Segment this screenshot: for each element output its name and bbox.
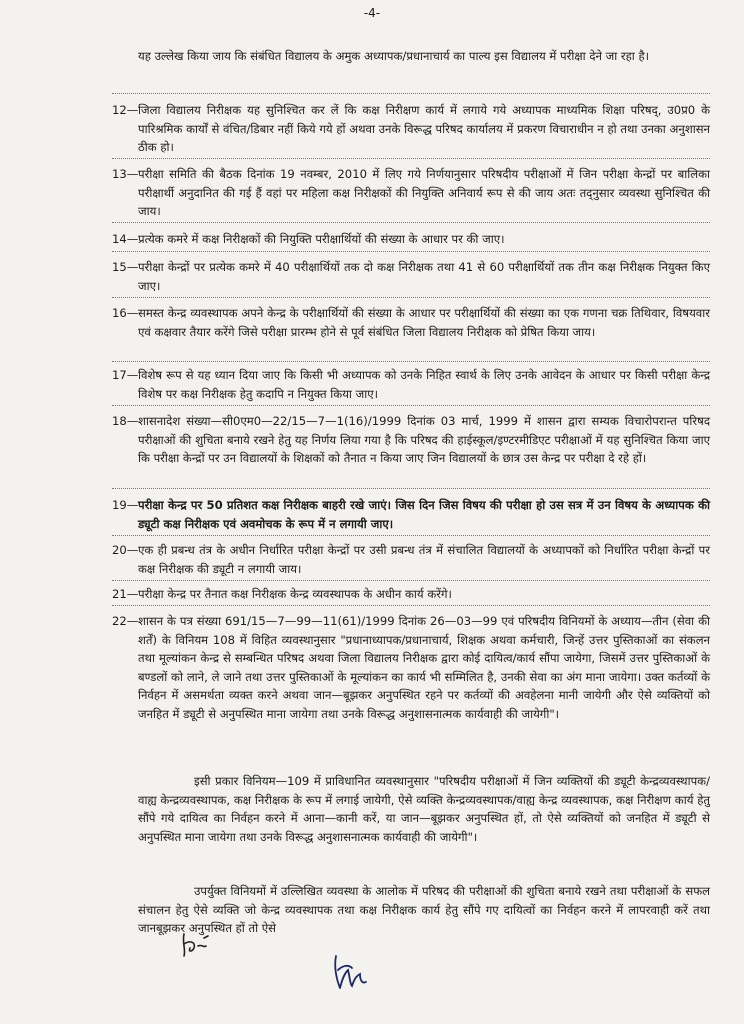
regulation-109-paragraph: इसी प्रकार विनियम—109 में प्राविधानित व्यवस्थानुसार "परिषदीय परीक्षाओं में जिन व्यक्तियों की ड्यूटी केन्द्रव्यवस्थापक/वाह्य केन्द्रव्यवस्थापक, कक्ष निरीक्षक के रूप में लगाई जायेगी, ऐसे व्यक्ति केन्द्रव्यवस्थापक/वाह्य केन्द्र व्यवस्थापक, कक्ष निरीक्षण कार्य हेतु सौंपे गये दायित्व का निर्वहन करने में आना—कानी करें, या जान—बूझकर अनुपस्थित हों, तो ऐसे व्यक्तियों को जनहित में ड्यूटी से अनुपस्थित माना जायेगा तथा उनके विरूद्ध अनुशासनात्मक कार्यवाही की जायेगी"। (138, 774, 710, 844)
signature-mark (326, 950, 376, 994)
item-number: 20— (112, 543, 139, 557)
item-text: विशेष रूप से यह ध्यान दिया जाए कि किसी भी अध्यापक को उनके निहित स्वार्थ के लिए उनके आवेदन के आधार पर किसी परीक्षा केन्द्र विशेष पर कक्ष निरीक्षक हेतु कदापि न नियुक्त किया जाए। (138, 368, 710, 401)
divider (112, 297, 710, 298)
closing-paragraph: उपर्युक्त विनियमों में उल्लिखित व्यवस्था के आलोक में परिषद की परीक्षाओं की शुचिता बनाये रखने तथा परीक्षाओं के सफल संचालन हेतु ऐसे व्यक्ति जो केन्द्र व्यवस्थापक तथा कक्ष निरीक्षक कार्य हेतु सौंपे गए दायित्वों का निर्वहन करने में लापरवाही करें तथा जानबूझकर अनुपस्थित हों तो ऐसे (138, 884, 710, 936)
item-text: एक ही प्रबन्ध तंत्र के अधीन निर्धारित परीक्षा केन्द्रों पर उसी प्रबन्ध तंत्र में संचालित विद्यालयों के अध्यापकों को निर्धारित परीक्षा केन्द्रों पर कक्ष निरीक्षक की ड्यूटी न लगायी जाय। (138, 543, 710, 576)
divider (112, 158, 710, 159)
item-text: परीक्षा केन्द्रों पर प्रत्येक कमरे में 40 परीक्षार्थियों तक दो कक्ष निरीक्षक तथा 41 से 60 परीक्षार्थियों तक तीन कक्ष निरीक्षक नियुक्त किए जाए। (138, 260, 710, 293)
item-number: 13— (112, 167, 139, 181)
item-text: समस्त केन्द्र व्यवस्थापक अपने केन्द्र के परीक्षार्थियों की संख्या के आधार पर परीक्षार्थियों की संख्या का एक गणना चक्र तिथिवार, विषयवार एवं कक्षवार तैयार करेंगे जिसे परीक्षा प्रारम्भ होने से पूर्व संबंधित जिला विद्यालय निरीक्षक को प्रेषित किया जाय। (138, 306, 710, 339)
item-number: 22— (112, 614, 139, 628)
item-text: परीक्षा समिति की बैठक दिनांक 19 नवम्बर, 2010 में लिए गये निर्णयानुसार परिषदीय परीक्षाओं में जिन परीक्षा केन्द्रों पर बालिका परीक्षार्थी अनुदानित की गई हैं वहां पर महिला कक्ष निरीक्षकों की नियुक्ति अनिवार्य रूप से की जाय अतः तद्नुसार व्यवस्था सुनिश्चित की जाय। (138, 167, 710, 219)
divider (112, 361, 710, 362)
item-number: 15— (112, 260, 139, 274)
divider (112, 488, 710, 489)
item-number: 14— (112, 232, 139, 246)
item-number: 21— (112, 587, 139, 601)
divider (112, 535, 710, 536)
item-number: 12— (112, 103, 139, 117)
item-number: 18— (112, 414, 139, 428)
item-text: शासनादेश संख्या—सी0एम0—22/15—7—1(16)/1999 दिनांक 03 मार्च, 1999 में शासन द्वारा सम्यक विचारोपरान्त परिषद परीक्षाओं की शुचिता बनाये रखने हेतु यह निर्णय लिया गया है कि परिषद की हाईस्कूल/इण्टरमीडिएट परीक्षाओं में यह सुनिश्चित किया जाए कि परीक्षा केन्द्रों पर उन विद्यालयों के शिक्षकों को तैनात न किया जाए जिन विद्यालयों के छात्र उस केन्द्र पर परीक्षा दे रहे हों। (138, 414, 710, 466)
item-text: प्रत्येक कमरे में कक्ष निरीक्षकों की नियुक्ति परीक्षार्थियों की संख्या के आधार पर की जाए। (138, 232, 505, 246)
item-number: 16— (112, 306, 139, 320)
initials-mark (178, 930, 214, 960)
divider (112, 222, 710, 223)
intro-paragraph: यह उल्लेख किया जाय कि संबंधित विद्यालय के अमुक अध्यापक/प्रधानाचार्य का पाल्य इस विद्यालय में परीक्षा देने जा रहा है। (138, 49, 650, 63)
item-text: शासन के पत्र संख्या 691/15—7—99—11(61)/1999 दिनांक 26—03—99 एवं परिषदीय विनियमों के अध्याय—तीन (सेवा की शर्तें) के विनियम 108 में विहित व्यवस्थानुसार "प्रधानाध्यापक/प्रधानाचार्य, शिक्षक अथवा कर्मचारी, जिन्हें उत्तर पुस्तिकाओं का संकलन तथा मूल्यांकन केन्द्र से सम्बन्धित परिषद अथवा जिला विद्यालय निरीक्षक द्वारा कोई दायित्व/कार्य सौंपा जायेगा, जिसमें उत्तर पुस्तिकाओं के बण्डलों को लाने, ले जाने तथा उत्तर पुस्तिकाओं के मूल्यांकन का कार्य भी सम्मिलित है, उनकी सेवा का अंग माना जायेगा। उक्त कर्तव्यों के निर्वहन में असमर्थता व्यक्त करने अथवा जान—बूझकर अनुपस्थित रहने पर कर्तव्यों की अवहेलना मानी जायेगी और ऐसे व्यक्तियों को जनहित में ड्यूटी से अनुपस्थित माना जायेगा तथा उनके विरूद्ध अनुशासनात्मक कार्यवाही की जायेगी"। (138, 614, 710, 721)
item-text-bold: परीक्षा केन्द्र पर 50 प्रतिशत कक्ष निरीक्षक बाहरी रखे जाएं। जिस दिन जिस विषय की परीक्षा हो उस सत्र में उन विषय के अध्यापक की ड्यूटी कक्ष निरीक्षक एवं अवमोचक के रूप में न लगायी जाए। (138, 498, 710, 531)
item-text: जिला विद्यालय निरीक्षक यह सुनिश्चित कर लें कि कक्ष निरीक्षण कार्य में लगाये गये अध्यापक माध्यमिक शिक्षा परिषद्, उ0प्र0 के पारिश्रमिक कार्यों से वंचित/डिबार नहीं किये गये हों अथवा उनके विरूद्ध परिषद कार्यालय में प्रकरण विचाराधीन न हो तथा उनका अनुशासन ठीक हो। (138, 103, 710, 155)
divider (112, 405, 710, 406)
divider (112, 580, 710, 581)
divider (112, 251, 710, 252)
divider (112, 93, 710, 94)
page-number: -4- (363, 6, 381, 20)
item-text: परीक्षा केन्द्र पर तैनात कक्ष निरीक्षक केन्द्र व्यवस्थापक के अधीन कार्य करेंगे। (138, 587, 452, 601)
item-number: 17— (112, 368, 139, 382)
divider (112, 605, 710, 606)
item-number: 19— (112, 498, 139, 512)
